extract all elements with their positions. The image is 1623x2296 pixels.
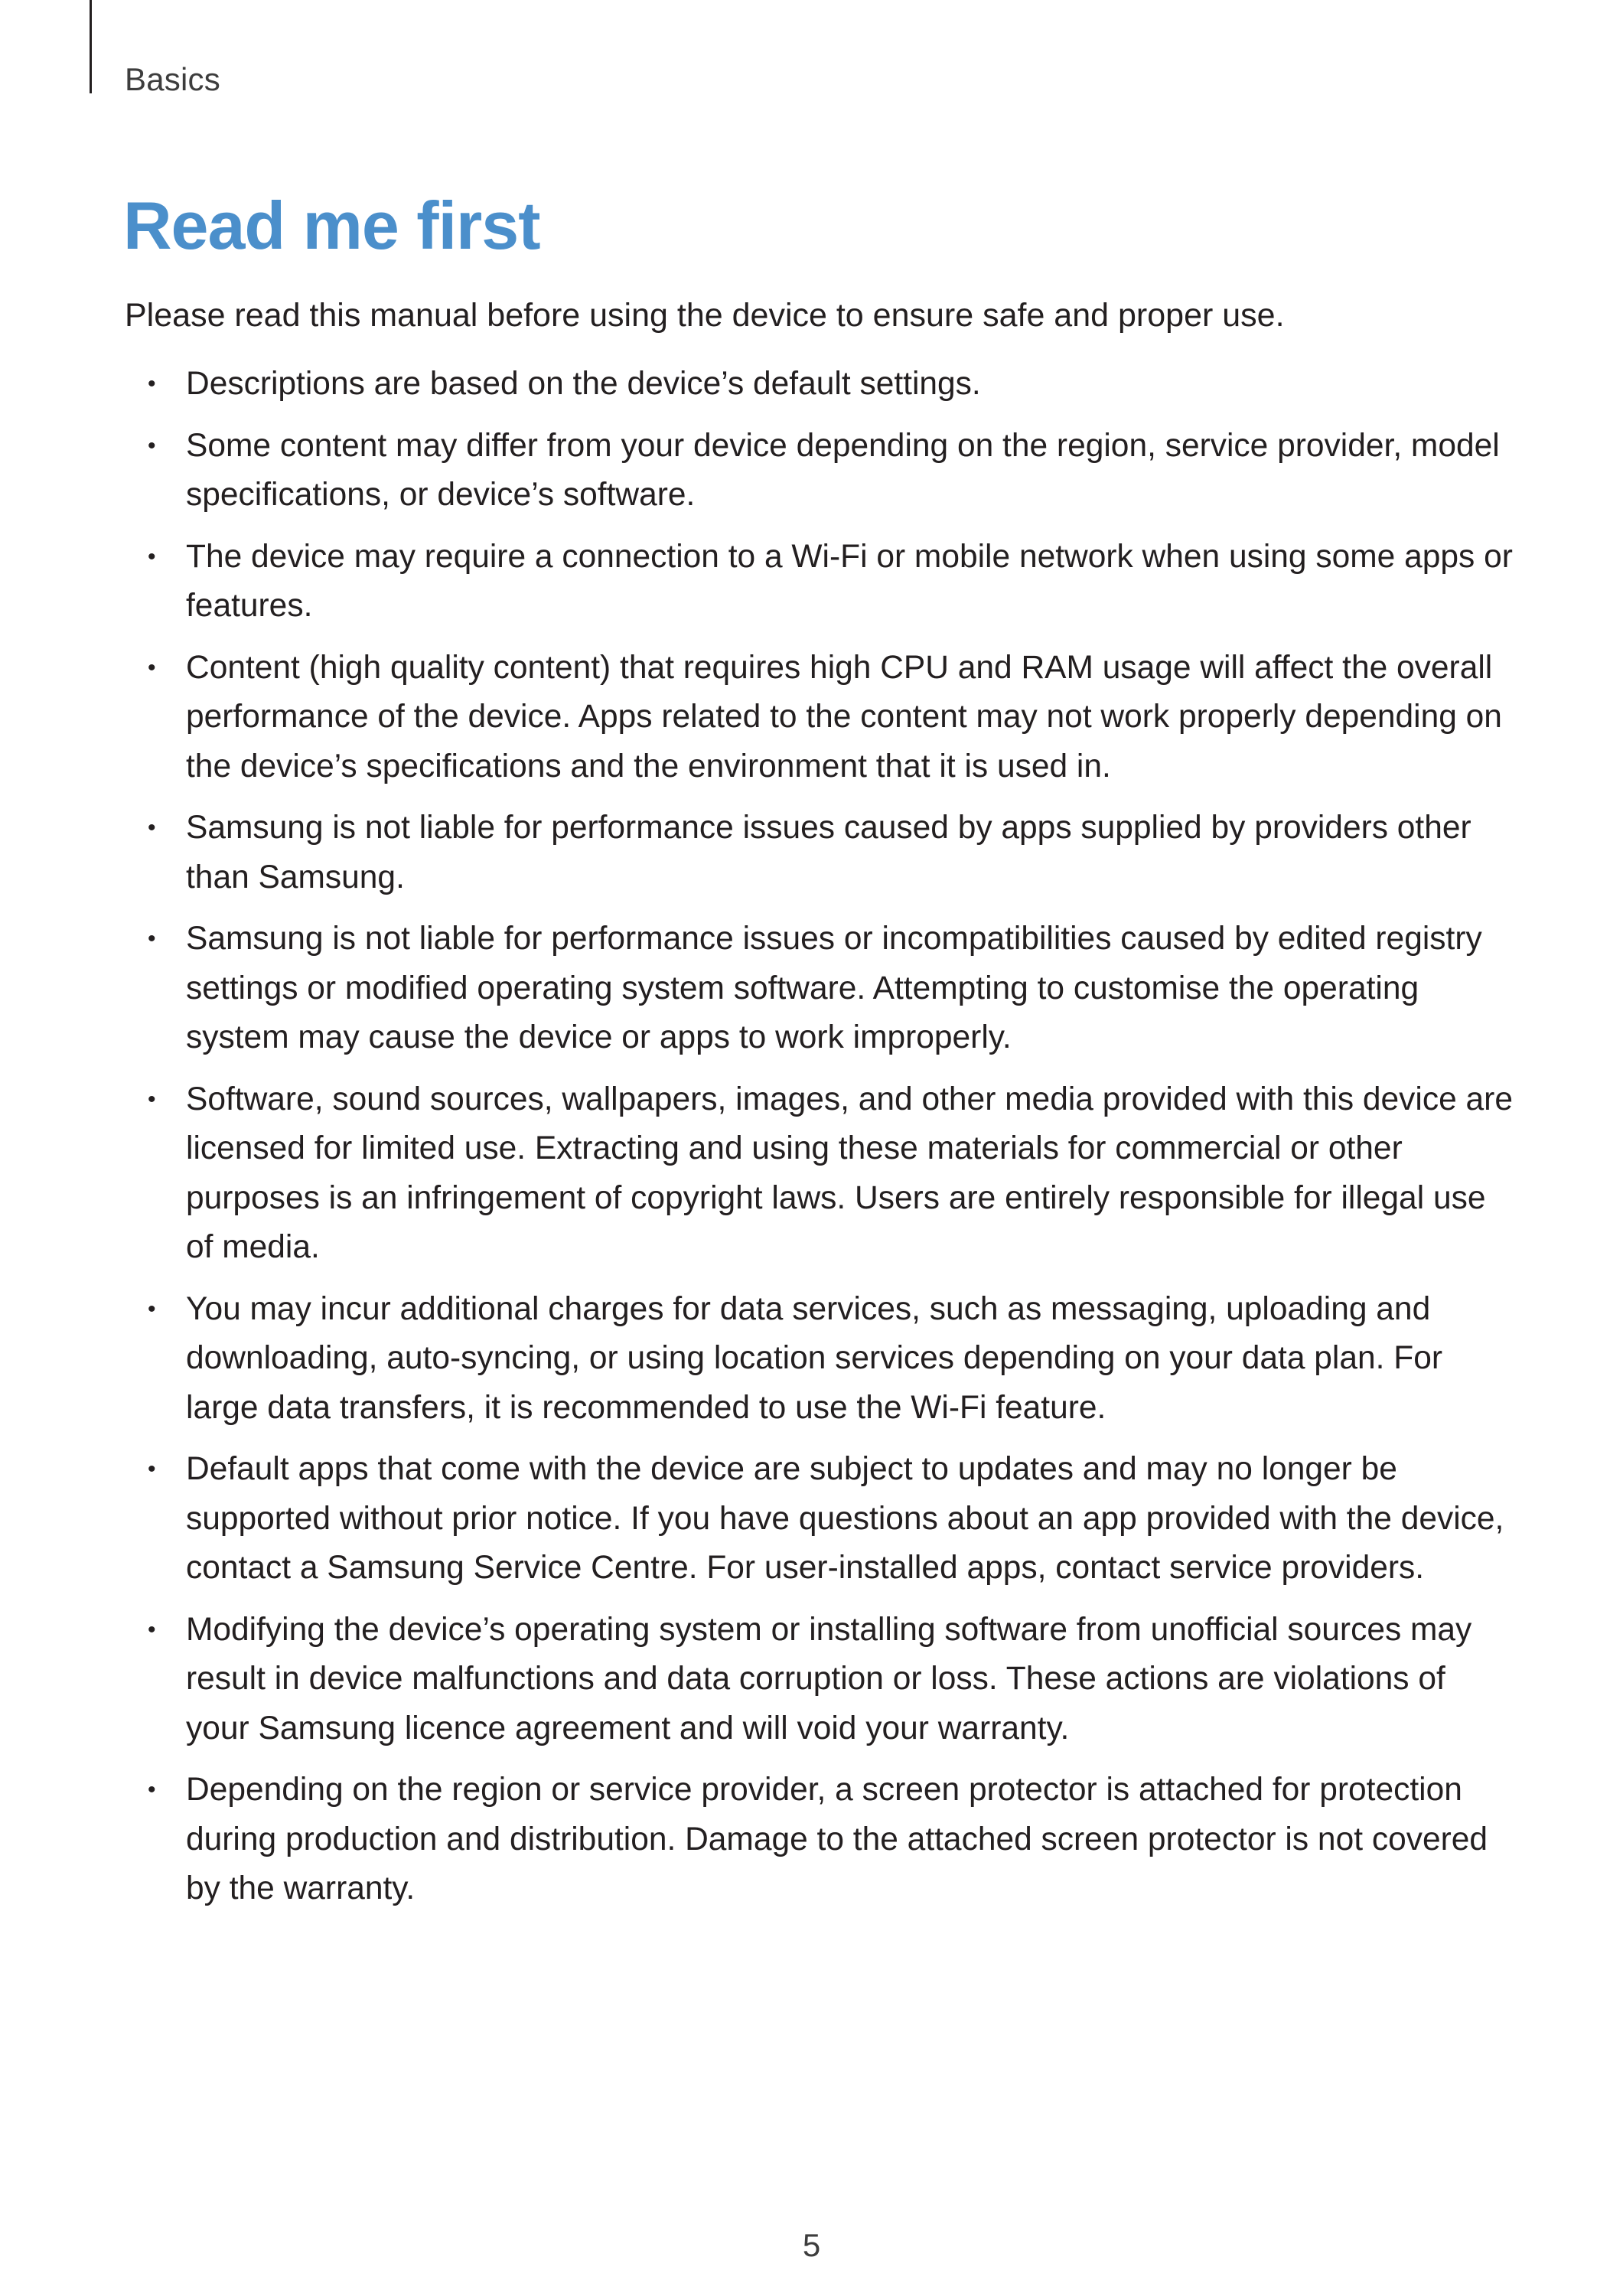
bullet-dot-icon: • [148,654,156,680]
page-number: 5 [802,2227,821,2263]
list-item-text: Software, sound sources, wallpapers, images, and other media provided with this device are licensed for limited use. Extracting and using these materials for commercial or other purposes is an infringement of copyright laws. Users are entirely responsible for illegal use of media. [186,1081,1513,1265]
header-corner-rule [90,0,92,93]
list-item [125,1285,1517,1433]
bullet-dot-icon: • [148,432,156,458]
bullet-dot-icon: • [148,371,156,396]
list-item-text: Some content may differ from your device depending on the region, service provider, model specifications, or device’s software. [186,427,1500,513]
list-item-text: The device may require a connection to a Wi-Fi or mobile network when using some apps or features. [186,538,1513,624]
bullet-dot-icon: • [148,1296,156,1322]
intro-paragraph: Please read this manual before using the device to ensure safe and proper use. [125,297,1285,334]
bullet-dot-icon: • [148,815,156,840]
list-item [125,644,1517,792]
list-item [125,1766,1517,1914]
bullet-dot-icon: • [148,543,156,569]
list-item [125,804,1517,902]
list-item-text: Content (high quality content) that requires high CPU and RAM usage will affect the overall performance of the device. Apps related to the content may not work properly depending on the device’s specifications and the environment that it is used in. [186,649,1502,784]
section-label: Basics [125,61,220,97]
list-item [125,915,1517,1063]
list-item-text: Samsung is not liable for performance issues or incompatibilities caused by edited registry settings or modified operating system software. Attempting to customise the operating system may cause the device or apps to work improperly. [186,921,1482,1055]
list-item-text: Modifying the device’s operating system or installing software from unofficial sources may result in device malfunctions and data corruption or loss. These actions are violations of your Samsung licence agreement and will void your warranty. [186,1611,1472,1746]
list-item-text: Default apps that come with the device are subject to updates and may no longer be supported without prior notice. If you have questions about an app provided with the device, contact a Samsung Service Centre. For user-installed apps, contact service providers. [186,1451,1504,1586]
list-item [125,1606,1517,1754]
list-item [125,533,1517,631]
bullet-dot-icon: • [148,926,156,951]
list-item [125,360,1517,409]
list-item [125,1445,1517,1593]
page-title: Read me first [123,188,540,263]
list-item-text: Descriptions are based on the device’s default settings. [186,366,981,402]
bullet-dot-icon: • [148,1616,156,1642]
bullet-list [125,360,1517,1926]
list-item-text: Samsung is not liable for performance issues caused by apps supplied by providers other than Samsung. [186,810,1471,895]
list-item-text: You may incur additional charges for data services, such as messaging, uploading and downloading, auto-syncing, or using location services depending on your data plan. For large data transfers, it is recommended to use the Wi-Fi feature. [186,1290,1442,1426]
bullet-dot-icon: • [148,1456,156,1482]
list-item [125,1075,1517,1273]
bullet-dot-icon: • [148,1777,156,1802]
bullet-dot-icon: • [148,1086,156,1112]
list-item [125,422,1517,520]
list-item-text: Depending on the region or service provider, a screen protector is attached for protection during production and distribution. Damage to the attached screen protector is not covered by the warranty. [186,1772,1488,1906]
